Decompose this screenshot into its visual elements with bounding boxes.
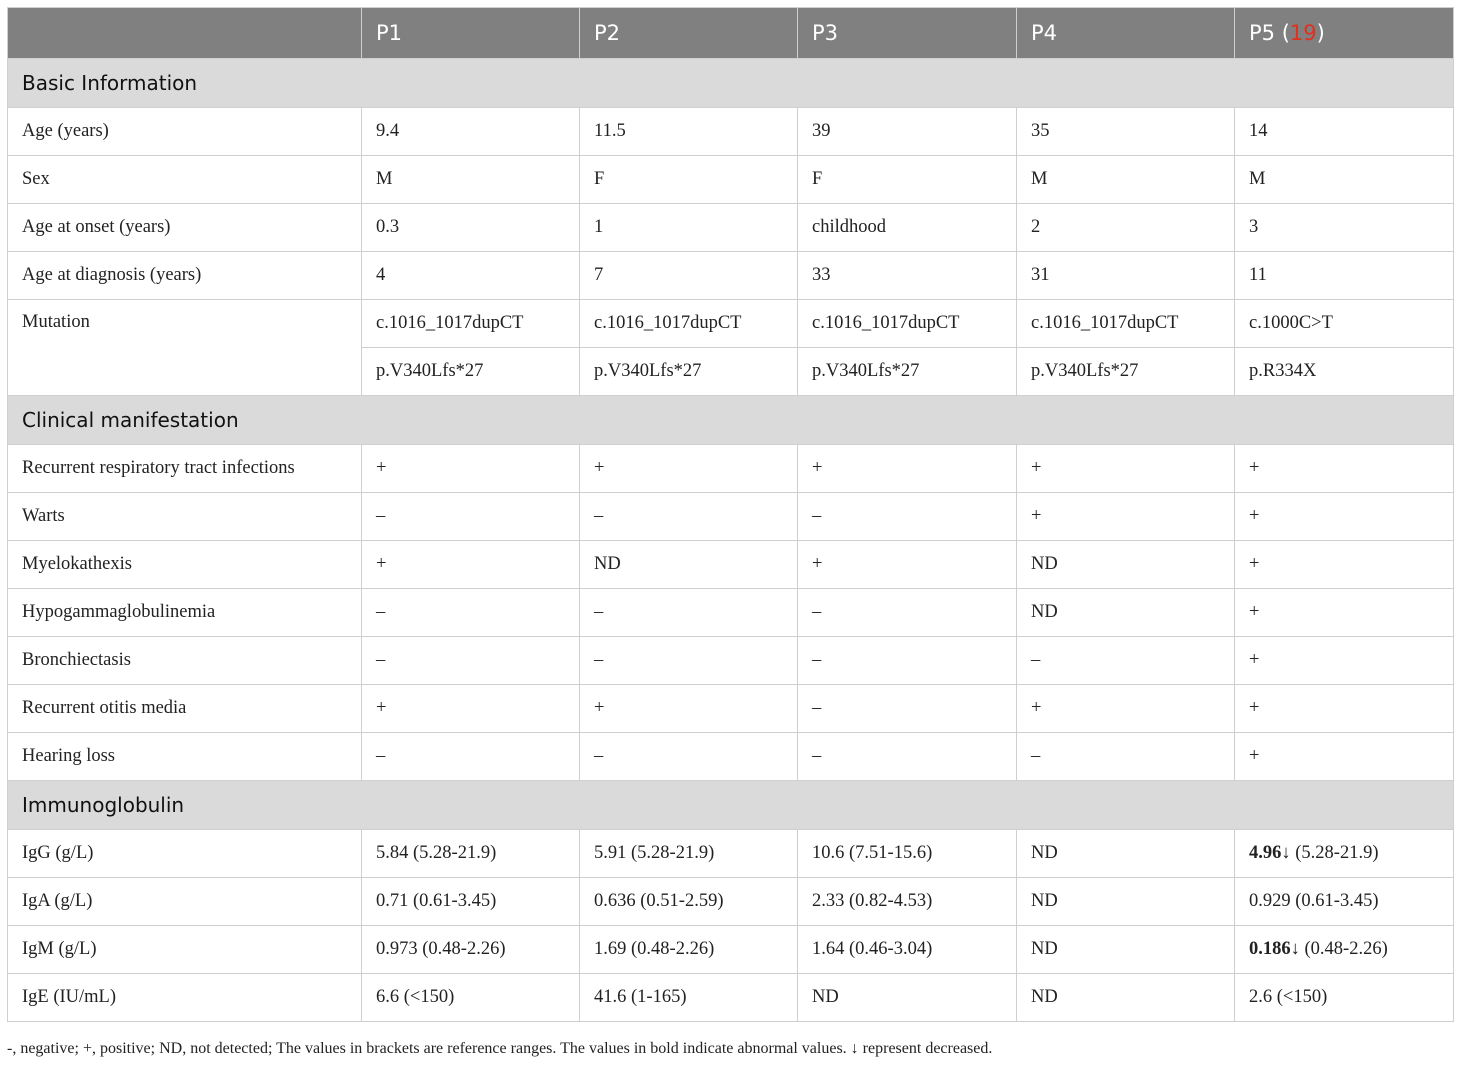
mutation-cdna-cell: c.1016_1017dupCT: [1017, 300, 1235, 348]
table-cell: [362, 974, 580, 1022]
section-row: [8, 781, 1454, 830]
cell-text: ND: [812, 987, 839, 1007]
row-label: Sex: [8, 156, 362, 204]
table-cell: 4: [362, 252, 580, 300]
table-cell: –: [798, 685, 1017, 733]
mutation-protein-cell: p.R334X: [1235, 348, 1454, 396]
abnormal-value: 0.186↓: [1249, 939, 1300, 959]
table-cell: +: [1017, 685, 1235, 733]
table-cell: [798, 878, 1017, 926]
table-cell: +: [1235, 445, 1454, 493]
table-cell: –: [580, 589, 798, 637]
section-title: Clinical manifestation: [8, 396, 1454, 445]
table-cell: M: [362, 156, 580, 204]
table-row: [8, 878, 1454, 926]
row-label: IgG (g/L): [8, 830, 362, 878]
cell-text: ND: [1031, 987, 1058, 1007]
cell-text: 5.91 (5.28-21.9): [594, 843, 715, 863]
header-p5-label: P5 (: [1249, 21, 1290, 45]
header-p3: P3: [798, 8, 1017, 59]
header-blank: [8, 8, 362, 59]
row-label: Age (years): [8, 108, 362, 156]
row-label: Recurrent respiratory tract infections: [8, 445, 362, 493]
table-cell: 39: [798, 108, 1017, 156]
cell-text: 1.69 (0.48-2.26): [594, 939, 715, 959]
cell-text: 0.973 (0.48-2.26): [376, 939, 506, 959]
table-cell: –: [362, 637, 580, 685]
mutation-protein-cell: p.V340Lfs*27: [1017, 348, 1235, 396]
table-cell: 0.3: [362, 204, 580, 252]
cell-text: 0.71 (0.61-3.45): [376, 891, 497, 911]
cell-text: 5.84 (5.28-21.9): [376, 843, 497, 863]
table-cell: –: [1017, 733, 1235, 781]
table-row: [8, 108, 1454, 156]
cell-text: ND: [1031, 843, 1058, 863]
table-cell: F: [798, 156, 1017, 204]
table-cell: –: [580, 637, 798, 685]
table-cell: +: [362, 685, 580, 733]
table-cell: +: [362, 445, 580, 493]
mutation-protein-cell: p.V340Lfs*27: [580, 348, 798, 396]
table-cell: M: [1235, 156, 1454, 204]
table-cell: [1235, 830, 1454, 878]
patient-table: [7, 7, 1454, 1022]
table-cell: M: [1017, 156, 1235, 204]
table-cell: [362, 878, 580, 926]
mutation-cdna-cell: c.1016_1017dupCT: [798, 300, 1017, 348]
table-row: [8, 156, 1454, 204]
table-cell: +: [362, 541, 580, 589]
table-cell: 2: [1017, 204, 1235, 252]
table-cell: 31: [1017, 252, 1235, 300]
header-p5: [1235, 8, 1454, 59]
section-title: Basic Information: [8, 59, 1454, 108]
table-cell: +: [798, 445, 1017, 493]
row-label: Myelokathexis: [8, 541, 362, 589]
cell-text: (5.28-21.9): [1290, 843, 1379, 863]
table-cell: –: [362, 733, 580, 781]
mutation-protein-cell: p.V340Lfs*27: [798, 348, 1017, 396]
table-cell: 1: [580, 204, 798, 252]
table-cell: +: [1017, 445, 1235, 493]
row-label: Recurrent otitis media: [8, 685, 362, 733]
table-cell: [580, 974, 798, 1022]
row-label: IgA (g/L): [8, 878, 362, 926]
table-cell: [580, 830, 798, 878]
table-cell: +: [1235, 541, 1454, 589]
citation-link[interactable]: 19: [1289, 21, 1317, 45]
table-row: [8, 541, 1454, 589]
table-cell: –: [1017, 637, 1235, 685]
row-label: Hypogammaglobulinemia: [8, 589, 362, 637]
table-row: [8, 974, 1454, 1022]
section-row: [8, 59, 1454, 108]
row-label: IgM (g/L): [8, 926, 362, 974]
table-cell: +: [1017, 493, 1235, 541]
header-p2: P2: [580, 8, 798, 59]
table-cell: [798, 830, 1017, 878]
table-cell: 33: [798, 252, 1017, 300]
table-cell: +: [1235, 733, 1454, 781]
table-cell: –: [362, 493, 580, 541]
cell-text: 10.6 (7.51-15.6): [812, 843, 933, 863]
table-cell: +: [580, 685, 798, 733]
table-cell: –: [580, 493, 798, 541]
table-cell: –: [798, 589, 1017, 637]
table-cell: +: [580, 445, 798, 493]
mutation-cdna-cell: c.1000C>T: [1235, 300, 1454, 348]
header-p5-close: ): [1316, 21, 1325, 45]
table-cell: [1235, 974, 1454, 1022]
cell-text: 2.33 (0.82-4.53): [812, 891, 933, 911]
table-row: [8, 252, 1454, 300]
table-cell: [1017, 926, 1235, 974]
table-row: [8, 589, 1454, 637]
table-cell: –: [798, 493, 1017, 541]
section-row: [8, 396, 1454, 445]
cell-text: 6.6 (<150): [376, 987, 455, 1007]
table-row: [8, 637, 1454, 685]
row-label: Bronchiectasis: [8, 637, 362, 685]
table-cell: –: [580, 733, 798, 781]
section-title: Immunoglobulin: [8, 781, 1454, 830]
header-row: [8, 8, 1454, 59]
table-cell: [1017, 830, 1235, 878]
table-cell: +: [1235, 589, 1454, 637]
cell-text: ND: [1031, 891, 1058, 911]
cell-text: 1.64 (0.46-3.04): [812, 939, 933, 959]
table-cell: 7: [580, 252, 798, 300]
mutation-cdna-cell: c.1016_1017dupCT: [362, 300, 580, 348]
table-cell: 11.5: [580, 108, 798, 156]
cell-text: (0.48-2.26): [1299, 939, 1388, 959]
cell-text: 0.929 (0.61-3.45): [1249, 891, 1379, 911]
header-p1: P1: [362, 8, 580, 59]
table-cell: ND: [580, 541, 798, 589]
table-cell: 14: [1235, 108, 1454, 156]
table-cell: +: [1235, 493, 1454, 541]
table-footnote: -, negative; +, positive; ND, not detected; The values in brackets are reference ranges. The values in bold indicate abnormal values. ↓ represent decreased.: [7, 1040, 993, 1057]
mutation-protein-cell: p.V340Lfs*27: [362, 348, 580, 396]
row-label: Age at diagnosis (years): [8, 252, 362, 300]
table-cell: [1235, 878, 1454, 926]
cell-text: 2.6 (<150): [1249, 987, 1328, 1007]
cell-text: ND: [1031, 939, 1058, 959]
table-cell: –: [798, 733, 1017, 781]
cell-text: 0.636 (0.51-2.59): [594, 891, 724, 911]
table-cell: [362, 926, 580, 974]
table-cell: ND: [1017, 589, 1235, 637]
table-row: [8, 493, 1454, 541]
row-label: Age at onset (years): [8, 204, 362, 252]
table-row: [8, 685, 1454, 733]
table-cell: +: [1235, 637, 1454, 685]
table-cell: 11: [1235, 252, 1454, 300]
table-cell: [1235, 926, 1454, 974]
table-cell: –: [362, 589, 580, 637]
table-cell: [362, 830, 580, 878]
table-cell: [580, 878, 798, 926]
table-row: [8, 926, 1454, 974]
table-row: [8, 204, 1454, 252]
table-cell: 3: [1235, 204, 1454, 252]
table-cell: [580, 926, 798, 974]
table-cell: –: [798, 637, 1017, 685]
table-cell: [1017, 974, 1235, 1022]
row-label: IgE (IU/mL): [8, 974, 362, 1022]
table-cell: childhood: [798, 204, 1017, 252]
table-cell: [1017, 878, 1235, 926]
table-cell: [798, 926, 1017, 974]
table-row: [8, 830, 1454, 878]
mutation-cdna-cell: c.1016_1017dupCT: [580, 300, 798, 348]
table-row: [8, 733, 1454, 781]
table-cell: +: [798, 541, 1017, 589]
table-cell: ND: [1017, 541, 1235, 589]
table-cell: [798, 974, 1017, 1022]
table-row: [8, 445, 1454, 493]
abnormal-value: 4.96↓: [1249, 843, 1291, 863]
table-cell: F: [580, 156, 798, 204]
header-p4: P4: [1017, 8, 1235, 59]
row-label: Hearing loss: [8, 733, 362, 781]
table-cell: +: [1235, 685, 1454, 733]
table-row: [8, 300, 1454, 348]
table-cell: 35: [1017, 108, 1235, 156]
cell-text: 41.6 (1-165): [594, 987, 687, 1007]
table-cell: 9.4: [362, 108, 580, 156]
row-label: Warts: [8, 493, 362, 541]
row-label: Mutation: [8, 300, 362, 396]
